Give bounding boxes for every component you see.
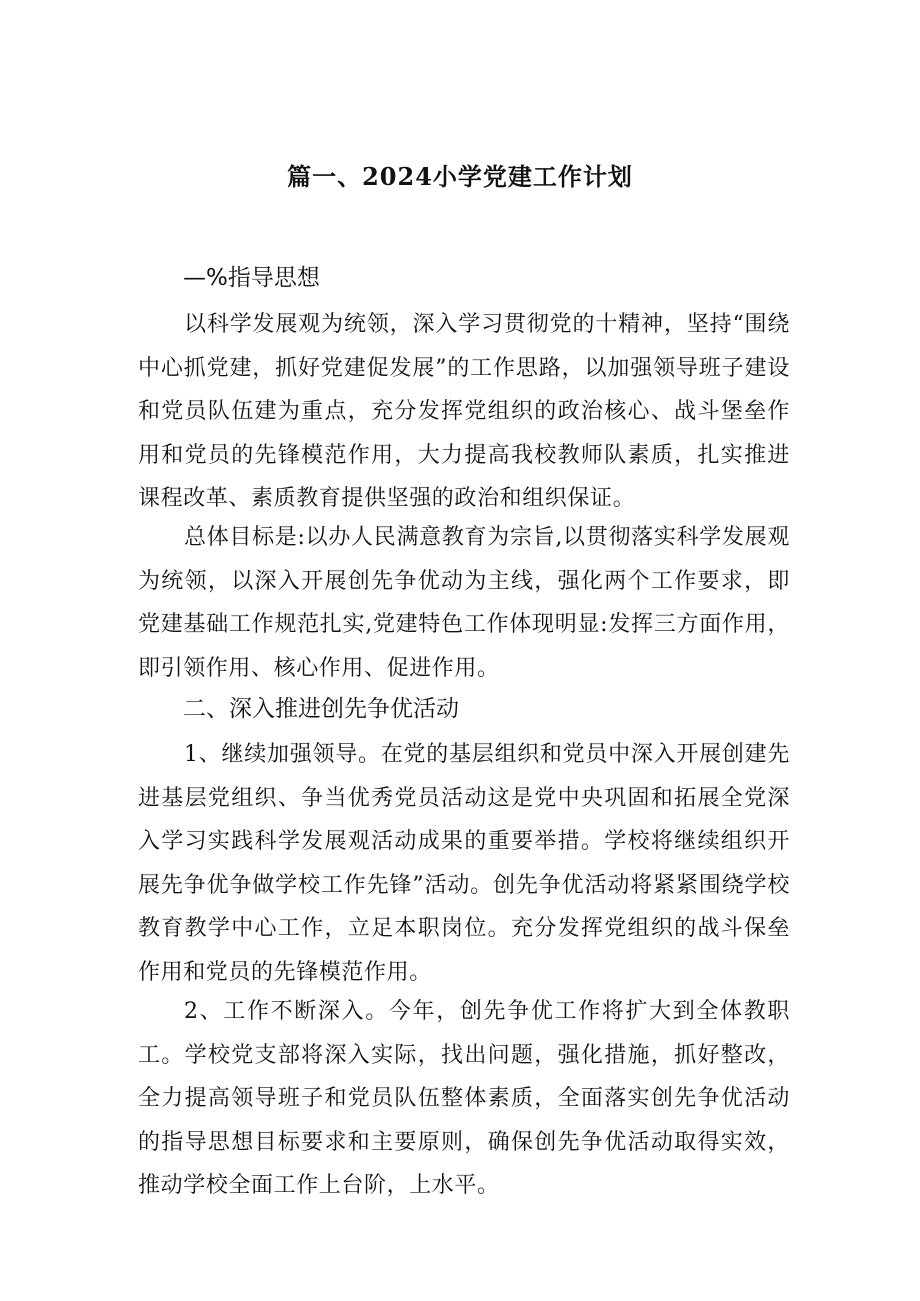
paragraph-guiding-thought: 以科学发展观为统领，深入学习贯彻党的十精神，坚持“围绕中心抓党建，抓好党建促发展”的工作思路，以加强领导班子建设和党员队伍建为重点，充分发挥党组织的政治核心、战斗堡垒作用和党员的先锋模范作用，大力提高我校教师队素质，扎实推进课程改革、素质教育提供坚强的政治和组织保证。 [138, 312, 790, 511]
section-heading-guiding-thought: —%指导思想 [183, 265, 320, 291]
paragraph-strengthen-leadership: 1、继续加强领导。在党的基层组织和党员中深入开展创建先进基层党组织、争当优秀党员活动这是党中央巩固和拓展全党深入学习实践科学发展观活动成果的重要举措。学校将继续组织开展先争优争做学校工作先锋”活动。创先争优活动将紧紧围绕学校教育教学中心工作，立足本职岗位。充分发挥党组织的战斗保垒作用和党员的先锋模范作用。 [138, 742, 790, 985]
paragraph-deepen-work: 2、工作不断深入。今年，创先争优工作将扩大到全体教职工。学校党支部将深入实际，找出问题，强化措施，抓好整改，全力提高领导班子和党员队伍整体素质，全面落实创先争优活动的指导思想目标要求和主要原则，确保创先争优活动取得实效，推动学校全面工作上台阶，上水平。 [138, 999, 790, 1198]
document-title: 篇一、2024小学党建工作计划 [287, 162, 633, 191]
section-heading-advance-activities: 二、深入推进创先争优活动 [183, 696, 459, 722]
paragraph-overall-goal: 总体目标是:以办人民满意教育为宗旨,以贯彻落实科学发展观为统领，以深入开展创先争优动为主线，强化两个工作要求，即党建基础工作规范扎实,党建特色工作体现明显:发挥三方面作用，即引领作用、核心作用、促进作用。 [138, 525, 790, 681]
